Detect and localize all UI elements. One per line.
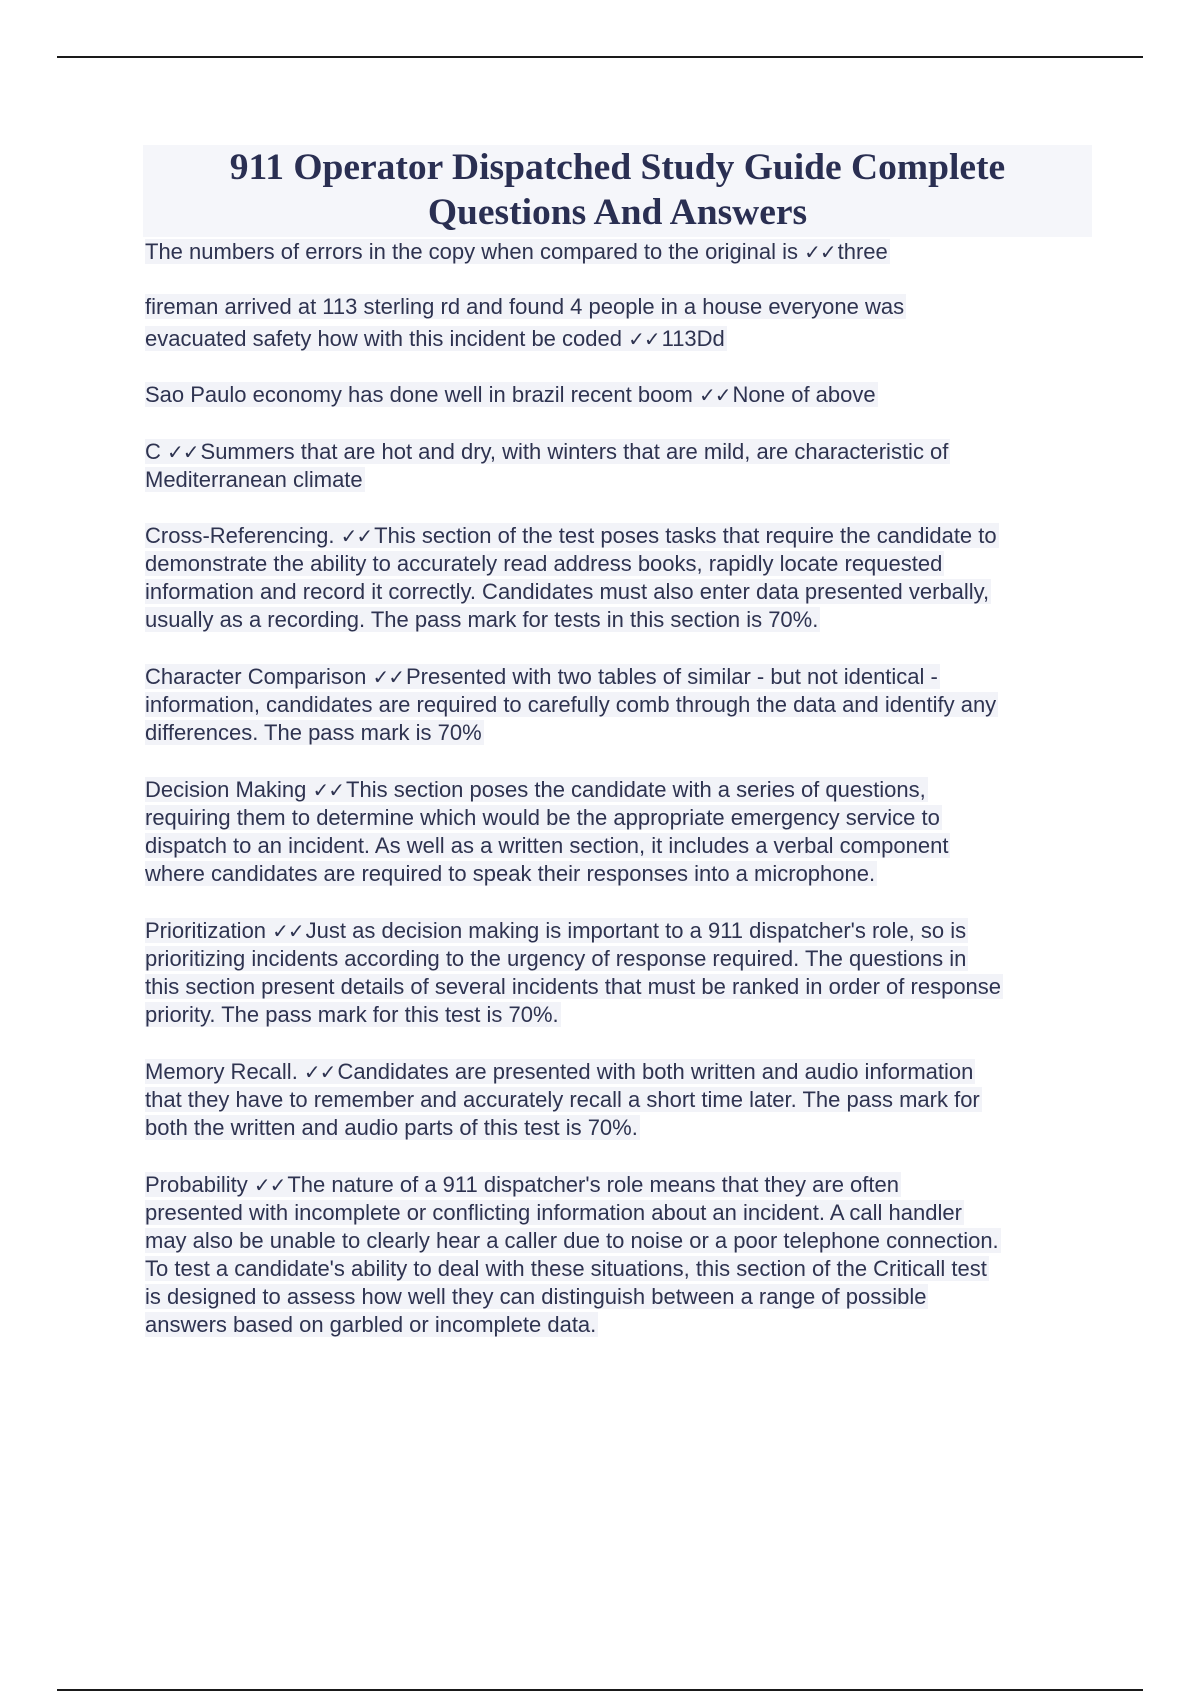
double-check-icon: ✓✓ <box>272 919 304 943</box>
question-text: evacuated safety how with this incident be coded <box>145 326 629 351</box>
header-rule <box>57 56 1143 58</box>
question-text: Memory Recall. <box>145 1059 304 1084</box>
double-check-icon: ✓✓ <box>303 1060 336 1084</box>
answer-text: this section present details of several incidents that must be ranked in order of response <box>145 974 1002 999</box>
double-check-icon: ✓✓ <box>167 440 199 464</box>
qa-entry <box>145 663 1095 747</box>
qa-entry <box>145 1058 1095 1142</box>
answer-text: differences. The pass mark is 70% <box>145 720 482 745</box>
double-check-icon: ✓✓ <box>253 1173 286 1197</box>
answer-text: may also be unable to clearly hear a caller due to noise or a poor telephone connection. <box>145 1228 999 1253</box>
answer-text: Summers that are hot and dry, with winters that are mild, are characteristic of <box>200 439 949 464</box>
answer-text: three <box>837 239 888 264</box>
answer-text: that they have to remember and accurately recall a short time later. The pass mark for <box>145 1087 980 1112</box>
answer-text: The nature of a 911 dispatcher's role means that they are often <box>287 1172 899 1197</box>
double-check-icon: ✓✓ <box>699 383 731 407</box>
question-text: Sao Paulo economy has done well in brazil recent boom <box>145 382 699 407</box>
answer-text: usually as a recording. The pass mark for tests in this section is 70%. <box>145 607 819 632</box>
question-text: C <box>145 439 167 464</box>
double-check-icon: ✓✓ <box>312 778 345 802</box>
answer-text: To test a candidate's ability to deal with these situations, this section of the Criticall test <box>145 1256 987 1281</box>
qa-entry <box>145 293 1095 353</box>
answer-text: priority. The pass mark for this test is 70%. <box>145 1002 559 1027</box>
answer-text: 113Dd <box>661 326 725 351</box>
qa-entry <box>145 381 1095 409</box>
answer-text: prioritizing incidents according to the urgency of response required. The questions in <box>145 946 967 971</box>
qa-entry <box>145 238 1095 266</box>
double-check-icon: ✓✓ <box>804 240 836 264</box>
question-text: Decision Making <box>145 777 313 802</box>
qa-list <box>145 238 1095 1339</box>
question-text: Character Comparison <box>145 664 373 689</box>
qa-entry <box>145 1171 1095 1339</box>
qa-entry <box>145 917 1095 1029</box>
answer-text: dispatch to an incident. As well as a written section, it includes a verbal component <box>145 833 949 858</box>
title-line-1: 911 Operator Dispatched Study Guide Complete <box>229 147 1006 188</box>
question-text: fireman arrived at 113 sterling rd and found 4 people in a house everyone was <box>145 294 905 319</box>
answer-text: where candidates are required to speak their responses into a microphone. <box>145 861 876 886</box>
answer-text: is designed to assess how well they can distinguish between a range of possible <box>145 1284 927 1309</box>
qa-entry <box>145 522 1095 634</box>
double-check-icon: ✓✓ <box>628 327 660 351</box>
footer-rule <box>57 1689 1143 1691</box>
answer-text: both the written and audio parts of this test is 70%. <box>145 1115 638 1140</box>
title-line-2: Questions And Answers <box>427 192 808 233</box>
question-text: Probability <box>145 1172 254 1197</box>
answer-text: requiring them to determine which would be the appropriate emergency service to <box>145 805 940 830</box>
question-text: Cross-Referencing. <box>145 523 341 548</box>
double-check-icon: ✓✓ <box>372 665 404 689</box>
document-title <box>143 145 1092 237</box>
answer-text: Mediterranean climate <box>145 467 363 492</box>
answer-text: information and record it correctly. Candidates must also enter data presented verbally, <box>145 579 990 604</box>
answer-text: answers based on garbled or incomplete data. <box>145 1312 597 1337</box>
answer-text: presented with incomplete or conflicting information about an incident. A call handler <box>145 1200 962 1225</box>
qa-entry <box>145 776 1095 888</box>
question-text: The numbers of errors in the copy when compared to the original is <box>145 239 805 264</box>
qa-entry <box>145 438 1095 494</box>
answer-text: None of above <box>732 382 876 407</box>
answer-text: demonstrate the ability to accurately read address books, rapidly locate requested <box>145 551 943 576</box>
double-check-icon: ✓✓ <box>340 524 373 548</box>
answer-text: This section poses the candidate with a series of questions, <box>346 777 926 802</box>
answer-text: Presented with two tables of similar - but not identical - <box>405 664 938 689</box>
answer-text: Just as decision making is important to a 911 dispatcher's role, so is <box>305 918 967 943</box>
question-text: Prioritization <box>145 918 273 943</box>
answer-text: Candidates are presented with both written and audio information <box>337 1059 974 1084</box>
answer-text: This section of the test poses tasks that require the candidate to <box>374 523 997 548</box>
answer-text: information, candidates are required to carefully comb through the data and identify any <box>145 692 997 717</box>
